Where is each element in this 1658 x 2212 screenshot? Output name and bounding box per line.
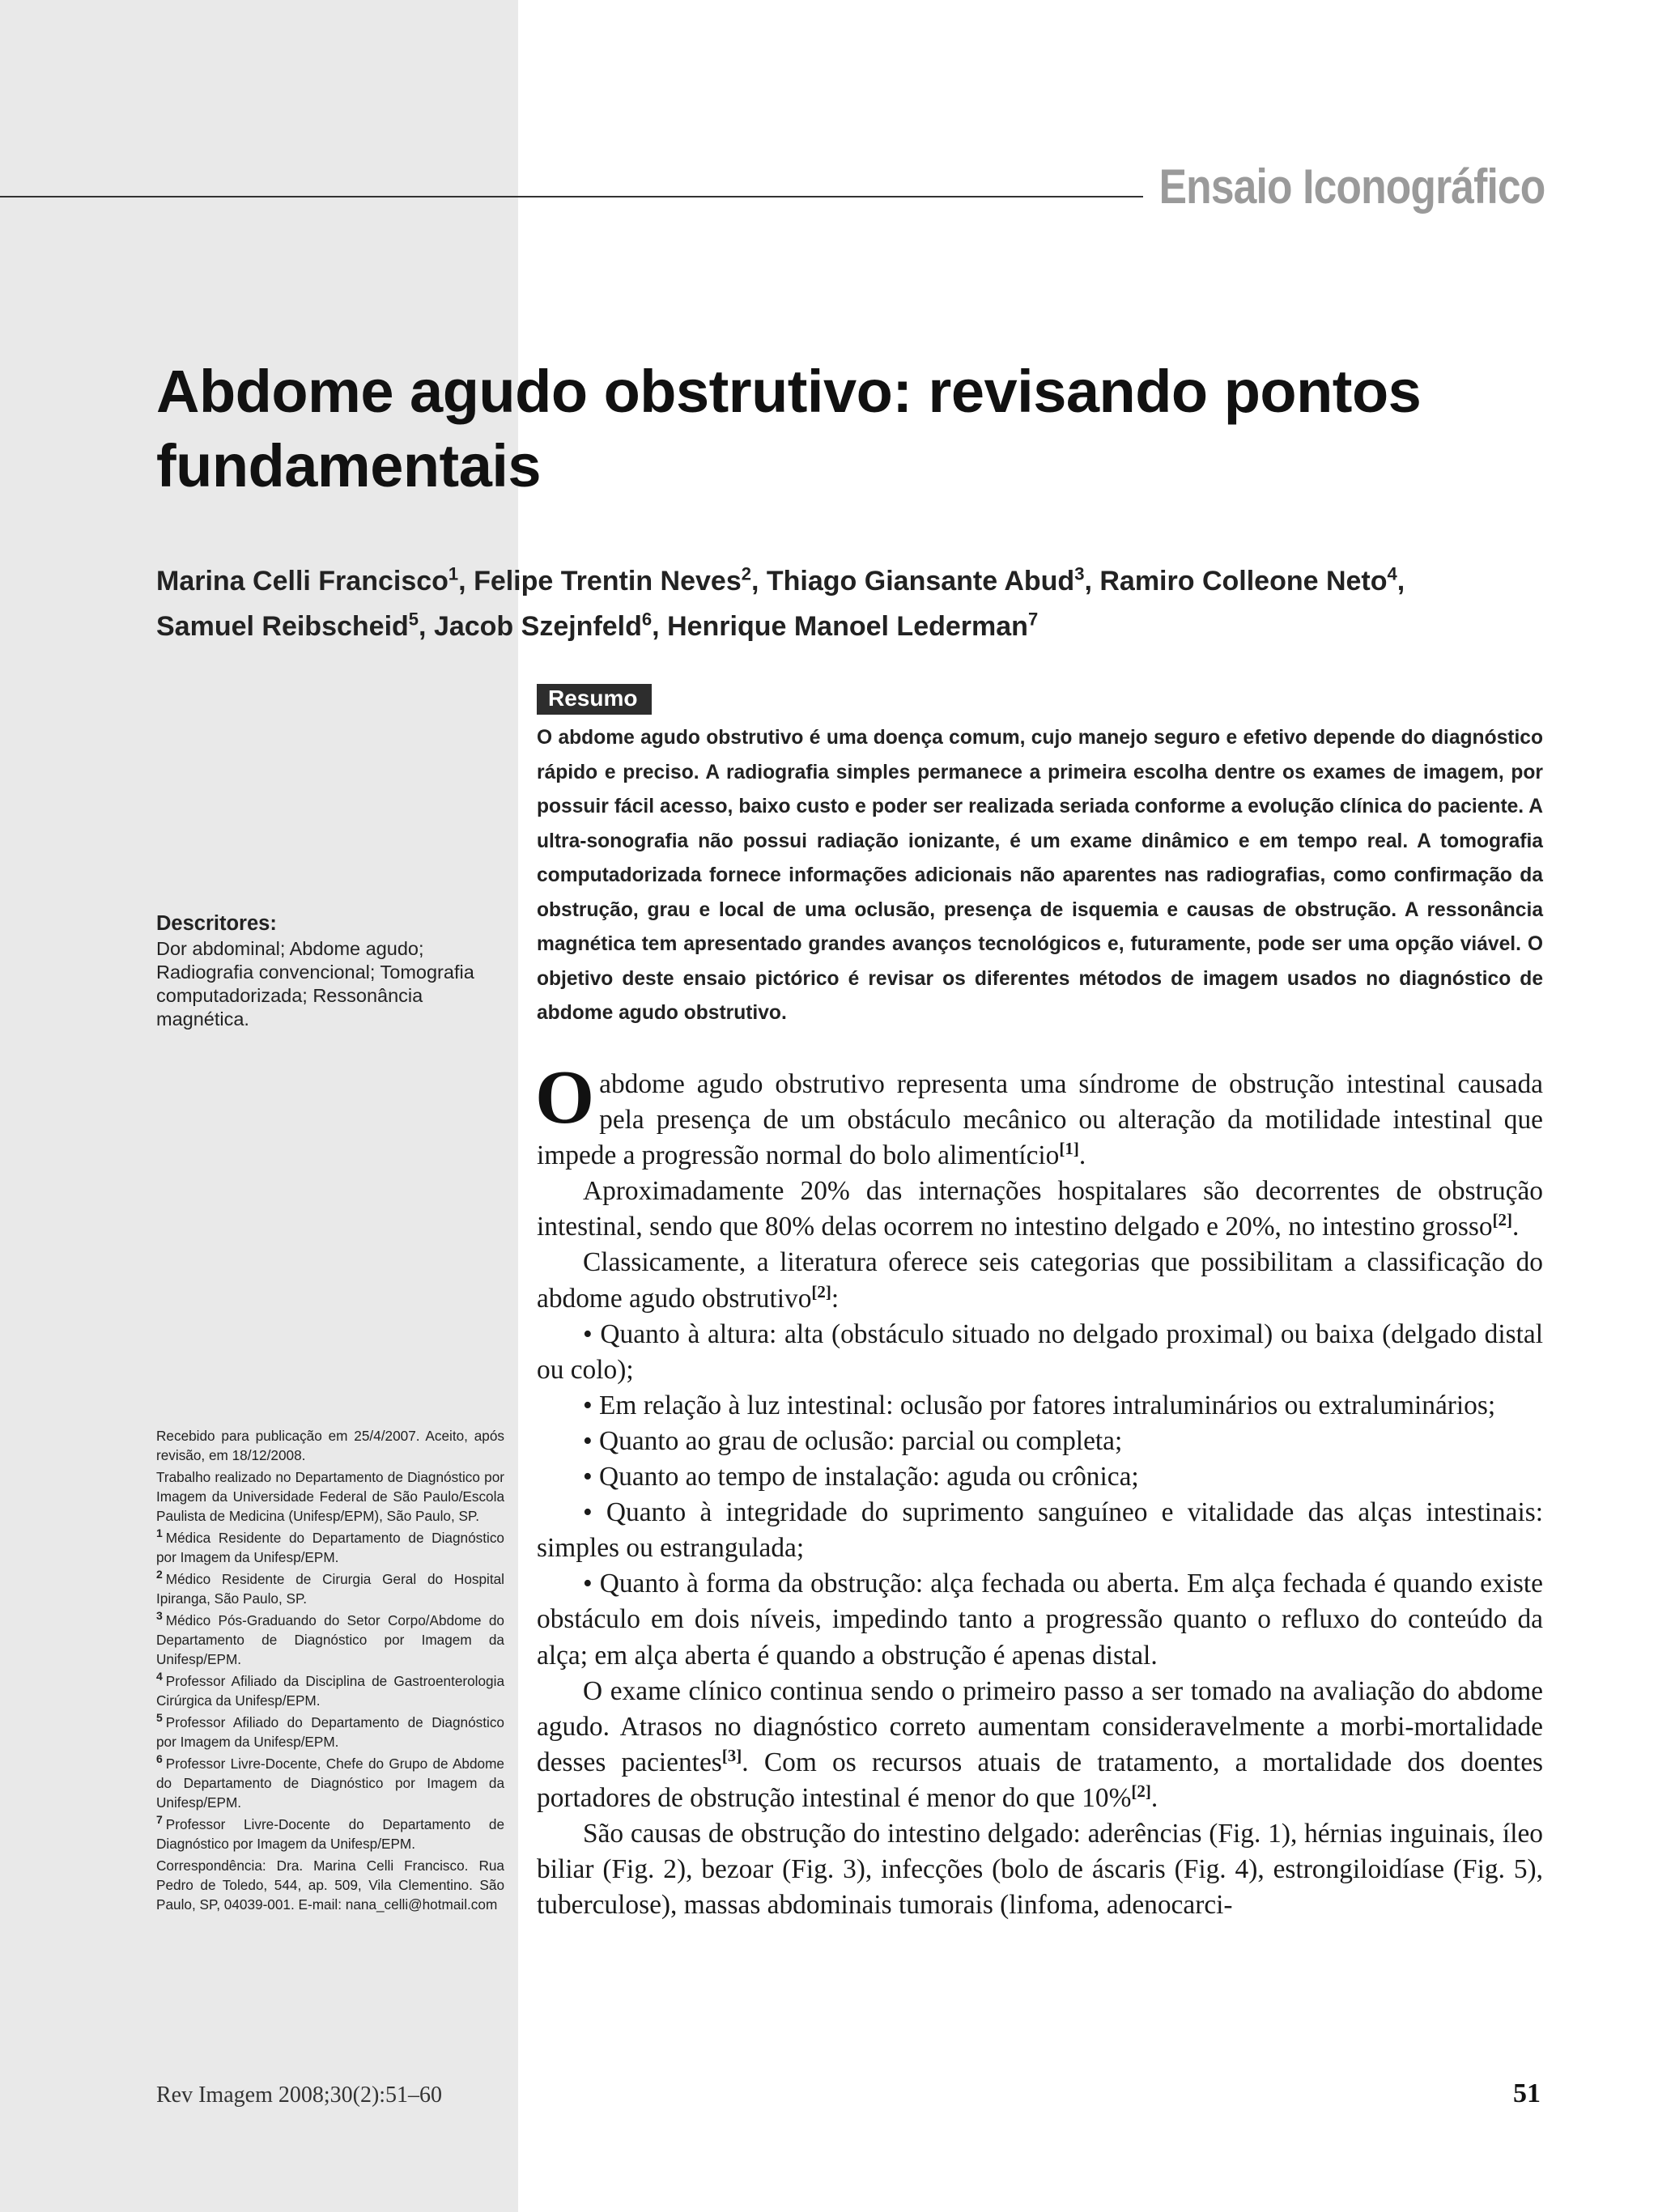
author: Samuel Reibscheid$^5$, (156, 609, 434, 642)
author: Marina Celli Francisco$^1$, (156, 563, 474, 597)
section-label: Ensaio Iconográfico (1158, 159, 1545, 214)
article-title: Abdome agudo obstrutivo: revisando pontos fundamentais (156, 358, 1422, 499)
author: Henrique Manoel Lederman$^7$ (667, 609, 1039, 642)
body-paragraph: Classicamente, a literatura oferece seis categorias que possibilitam a classificação do abdome agudo obstrutivo[2]: (537, 1247, 1543, 1314)
body-list-item: • Quanto ao grau de oclusão: parcial ou completa; (583, 1425, 1123, 1456)
footnote: $^3$ Médico Pós-Graduando do Setor Corpo/Abdome do Departamento de Diagnóstico por Imagem da Unifesp/EPM. (156, 1609, 504, 1667)
footnote: $^4$ Professor Afiliado da Disciplina de Gastroenterologia Cirúrgica da Unifesp/EPM. (156, 1670, 504, 1709)
body-list-item: • Quanto à integridade do suprimento sanguíneo e vitalidade das alças intestinais: simples ou estrangulada; (537, 1497, 1543, 1564)
keywords (156, 912, 512, 1031)
footnote: Correspondência: Dra. Marina Celli Francisco. Rua Pedro de Toledo, 544, ap. 509, Vila Clementino. São Paulo, SP, 04039-001. E-mail: nana_celli@hotmail.com (156, 1857, 504, 1913)
footnote: $^7$ Professor Livre-Docente do Departamento de Diagnóstico por Imagem da Unifesp/EPM. (156, 1813, 504, 1852)
journal-citation: Rev Imagem 2008;30(2):51–60 (156, 2083, 443, 2108)
article-body (535, 1055, 1544, 1923)
body-paragraph: Oabdome agudo obstrutivo representa uma síndrome de obstrução intestinal causada pela presença de um obstáculo mecânico ou alteração da motilidade intestinal que impede a progressão normal do bolo alimentício[1]. (535, 1055, 1543, 1171)
body-list-item: • Quanto ao tempo de instalação: aguda ou crônica; (583, 1462, 1139, 1492)
footnote: $^1$ Médica Residente do Departamento de Diagnóstico por Imagem da Unifesp/EPM. (156, 1526, 504, 1565)
abstract-label: Resumo (537, 684, 652, 715)
body-paragraph: Aproximadamente 20% das internações hospitalares são decorrentes de obstrução intestinal, sendo que 80% delas ocorrem no intestino delgado e 20%, no intestino grosso[2]. (537, 1176, 1543, 1242)
header-rule (0, 196, 1143, 197)
authors (156, 558, 1549, 649)
body-list-item: • Em relação à luz intestinal: oclusão por fatores intraluminários ou extraluminários; (583, 1390, 1496, 1420)
author: Jacob Szejnfeld$^6$, (433, 609, 668, 642)
author: Ramiro Colleone Neto$^4$, (1099, 563, 1405, 597)
footnote: $^6$ Professor Livre-Docente, Chefe do Grupo de Abdome do Departamento de Diagnóstico por Imagem da Unifesp/EPM. (156, 1752, 504, 1811)
author: Felipe Trentin Neves$^2$, (474, 563, 767, 597)
body-list-item: • Quanto à forma da obstrução: alça fechada ou aberta. Em alça fechada é quando existe obstáculo em dois níveis, impedindo tanto a progressão quanto o refluxo do conteúdo da alça; em alça aberta é quando a obstrução é apenas distal. (537, 1569, 1543, 1671)
body-paragraph: São causas de obstrução do intestino delgado: aderências (Fig. 1), hérnias inguinais, íleo biliar (Fig. 2), bezoar (Fig. 3), infecções (bolo de áscaris (Fig. 4), estrongiloidíase (Fig. 5), tuberculose), massas abdominais tumorais (linfoma, adenocarci- (537, 1818, 1543, 1921)
footnote: $^2$ Médico Residente de Cirurgia Geral do Hospital Ipiranga, São Paulo, SP. (156, 1568, 504, 1607)
footnote: $^5$ Professor Afiliado do Departamento de Diagnóstico por Imagem da Unifesp/EPM. (156, 1711, 504, 1750)
footnote: Recebido para publicação em 25/4/2007. Aceito, após revisão, em 18/12/2008. (156, 1428, 504, 1463)
keywords-text: Dor abdominal; Abdome agudo; Radiografia convencional; Tomografia computadorizada; Ressonância magnética. (156, 938, 474, 1030)
author: Thiago Giansante Abud$^3$, (766, 563, 1100, 597)
footnote: Trabalho realizado no Departamento de Diagnóstico por Imagem da Universidade Federal de São Paulo/Escola Paulista de Medicina (Unifesp/EPM), São Paulo, SP. (156, 1469, 504, 1524)
keywords-label: Descritores: (156, 912, 277, 935)
body-paragraph: O exame clínico continua sendo o primeiro passo a ser tomado na avaliação do abdome agudo. Atrasos no diagnóstico correto aumentam consideravelmente a morbi-mortalidade desses pacientes[3]. Com os recursos atuais de tratamento, a mortalidade dos doentes portadores de obstrução intestinal é menor do que 10%[2]. (537, 1675, 1544, 1813)
footnotes (156, 1426, 504, 1917)
abstract-text: O abdome agudo obstrutivo é uma doença comum, cujo manejo seguro e efetivo depende do diagnóstico rápido e preciso. A radiografia simples permanece a primeira escolha dentre os exames de imagem, por possuir fácil acesso, baixo custo e poder ser realizada seriada conforme a evolução clínica do paciente. A ultra-sonografia não possui radiação ionizante, é um exame dinâmico e em tempo real. A tomografia computadorizada fornece informações adicionais não aparentes nas radiografias, como confirmação da obstrução, grau e local de uma oclusão, presença de isquemia e causas de obstrução. A ressonância magnética tem apresentado grandes avanços tecnológicos e, futuramente, pode ser uma opção viável. O objetivo deste ensaio pictórico é revisar os diferentes métodos de imagem usados no diagnóstico de abdome agudo obstrutivo. (537, 727, 1543, 1024)
drop-cap: O (535, 1055, 595, 1140)
body-list-item: • Quanto à altura: alta (obstáculo situado no delgado proximal) ou baixa (delgado distal ou colo); (537, 1318, 1543, 1385)
page-number: 51 (1513, 2078, 1541, 2108)
abstract (537, 684, 1543, 1031)
